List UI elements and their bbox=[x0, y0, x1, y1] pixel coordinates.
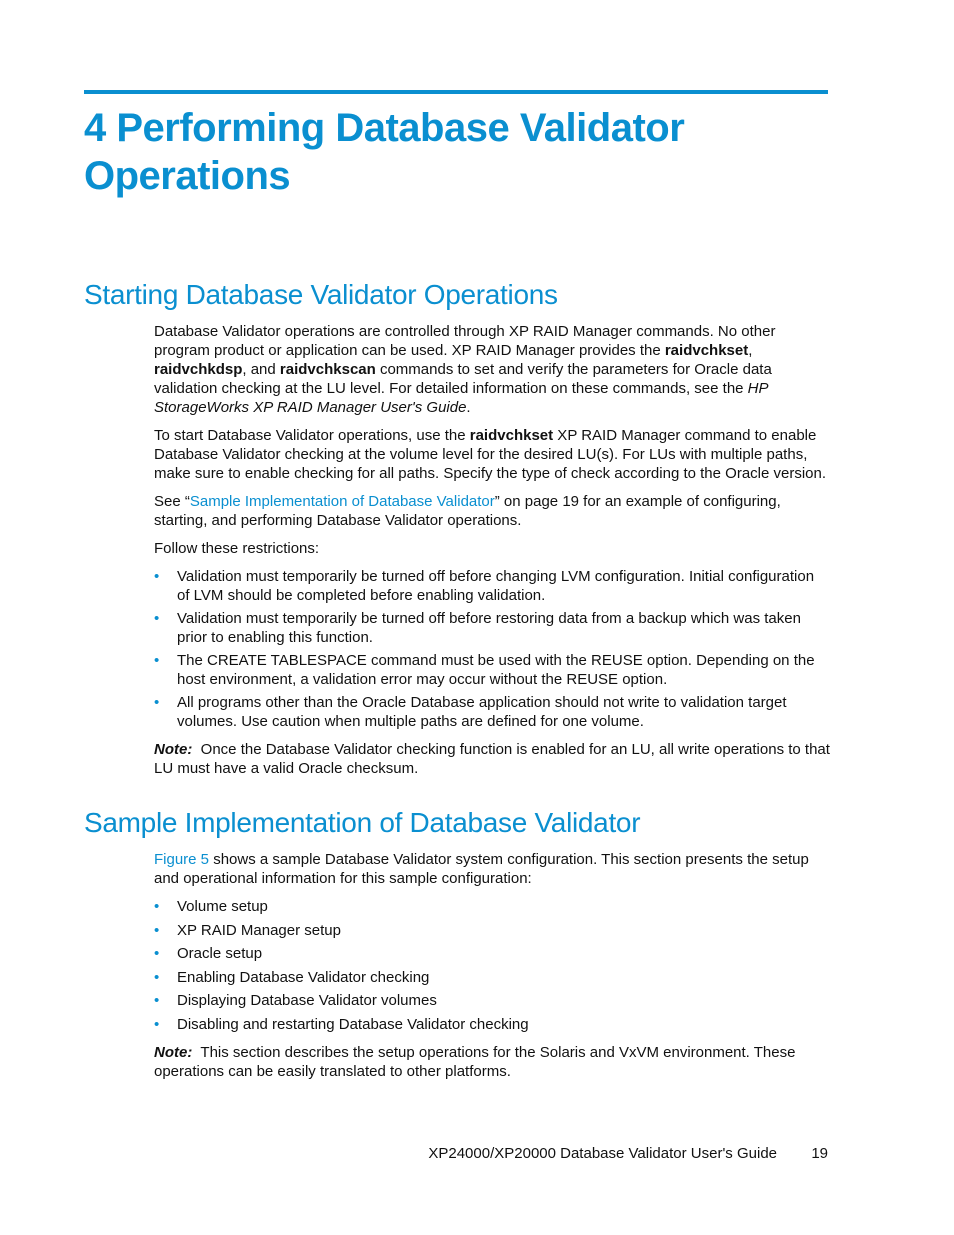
text: commands to set and verify the parameters for Oracle data validation checking at the LU level. For detailed information on these commands, see the bbox=[154, 361, 772, 397]
bullet-icon: • bbox=[154, 945, 160, 962]
text: . bbox=[466, 399, 471, 416]
text: ” on page 19 for an example of configuring, starting, and performing Database Validator operations. bbox=[154, 493, 781, 529]
text: XP RAID Manager command to enable Database Validator checking at the volume level for the desired LU(s). For LUs with multiple paths, make sure to enable checking for all paths. Specify the type of check according to the Oracle version. bbox=[154, 427, 827, 482]
paragraph: Follow these restrictions: bbox=[154, 540, 320, 557]
cross-reference-link[interactable]: Sample Implementation of Database Validator bbox=[189, 493, 495, 510]
figure-link[interactable]: Figure 5 bbox=[154, 851, 210, 868]
note bbox=[154, 1043, 830, 1081]
section-heading-starting: Starting Database Validator Operations bbox=[84, 279, 558, 310]
bullet-icon: • bbox=[154, 652, 160, 669]
setup-list bbox=[154, 897, 830, 1034]
bullet-icon: • bbox=[154, 921, 160, 939]
list-item: • Validation must temporarily be turned off before restoring data from a backup which was taken prior to enabling this function. bbox=[154, 610, 801, 646]
section-body-starting bbox=[154, 322, 830, 787]
text: Database Validator operations are controlled through XP RAID Manager commands. No other program product or application can be used. XP RAID Manager provides the bbox=[154, 323, 776, 359]
bullet-icon: • bbox=[154, 568, 160, 585]
bullet-icon: • bbox=[154, 1015, 160, 1033]
note-text: This section describes the setup operations for the Solaris and VxVM environment. These operations can be easily translated to other platforms. bbox=[154, 1043, 796, 1080]
paragraph bbox=[154, 850, 830, 888]
bullet-icon: • bbox=[154, 898, 160, 915]
list-item: • Validation must temporarily be turned off before changing LVM configuration. Initial configuration of LVM should be completed before enabling validation. bbox=[154, 568, 815, 604]
page-number: 19 bbox=[811, 1145, 828, 1162]
text: See “ bbox=[154, 493, 190, 510]
paragraph bbox=[154, 492, 830, 530]
text: To start Database Validator operations, use the bbox=[154, 427, 470, 444]
restrictions-list bbox=[154, 567, 830, 731]
guide-title: HP StorageWorks XP RAID Manager User's Guide bbox=[154, 380, 768, 416]
list-item: • All programs other than the Oracle Database application should not write to validation target volumes. Use caution when multiple paths are defined for one volume. bbox=[154, 694, 787, 730]
command-name: raidvchkset bbox=[469, 427, 554, 444]
note-label: Note: bbox=[154, 1043, 193, 1061]
chapter-title: 4 Performing Database Validator Operations bbox=[84, 106, 685, 198]
text: , bbox=[748, 342, 753, 359]
list-item: • Displaying Database Validator volumes bbox=[154, 992, 437, 1009]
list-item: • Enabling Database Validator checking bbox=[154, 968, 430, 986]
note bbox=[154, 740, 830, 778]
list-item: • XP RAID Manager setup bbox=[154, 921, 341, 939]
command-name: raidvchkdsp bbox=[154, 361, 243, 378]
paragraph bbox=[154, 322, 830, 417]
bullet-icon: • bbox=[154, 610, 160, 627]
bullet-icon: • bbox=[154, 992, 160, 1009]
bullet-icon: • bbox=[154, 694, 160, 711]
section-heading-sample: Sample Implementation of Database Validator bbox=[84, 807, 641, 838]
note-text: Once the Database Validator checking function is enabled for an LU, all write operations to that LU must have a valid Oracle checksum. bbox=[154, 741, 830, 777]
list-item: • Oracle setup bbox=[154, 945, 263, 962]
paragraph bbox=[154, 426, 830, 483]
text: shows a sample Database Validator system configuration. This section presents the setup and operational information for this sample configuration: bbox=[154, 851, 809, 887]
command-name: raidvchkscan bbox=[279, 361, 376, 378]
footer-title: XP24000/XP20000 Database Validator User's Guide bbox=[428, 1145, 777, 1162]
text: , and bbox=[242, 361, 280, 378]
list-item: • The CREATE TABLESPACE command must be used with the REUSE option. Depending on the host environment, a validation error may occur without the REUSE option. bbox=[154, 652, 815, 688]
list-item: • Disabling and restarting Database Validator checking bbox=[154, 1015, 529, 1033]
section-body-sample bbox=[154, 850, 830, 1090]
list-item: • Volume setup bbox=[154, 898, 268, 915]
bullet-icon: • bbox=[154, 968, 160, 986]
command-name: raidvchkset bbox=[664, 342, 749, 359]
chapter-rule bbox=[84, 90, 828, 94]
note-label: Note: bbox=[154, 741, 193, 758]
